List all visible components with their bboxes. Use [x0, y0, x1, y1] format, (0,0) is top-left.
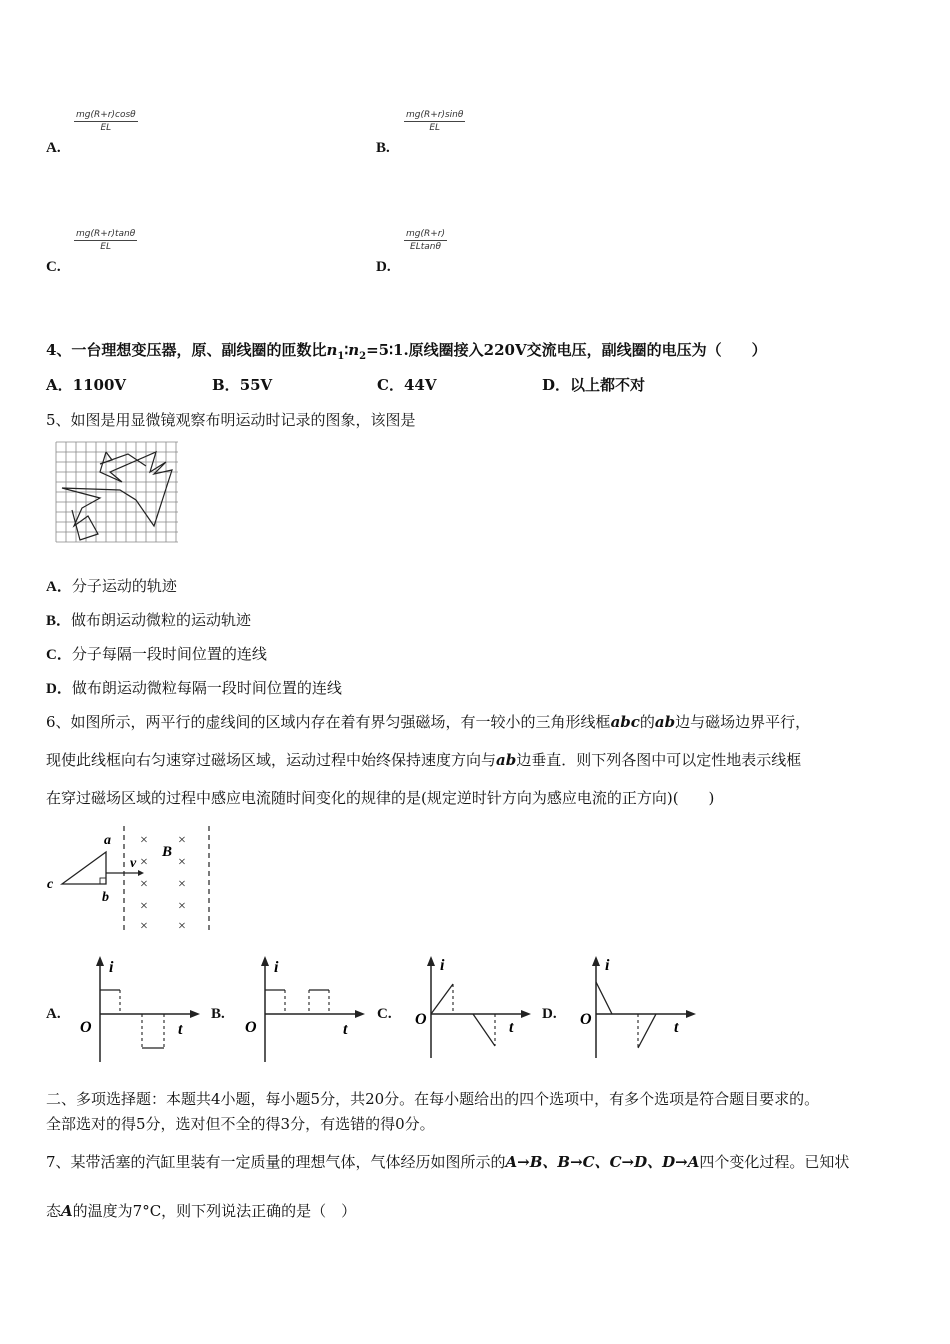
- q4-stem-prefix: 4、一台理想变压器，原、副线圈的匝数比: [46, 341, 327, 359]
- graph-c-curve: [431, 984, 453, 1014]
- q3-option-c: [46, 225, 346, 285]
- svg-text:×: ×: [140, 833, 148, 848]
- svg-text:×: ×: [140, 877, 148, 892]
- label-v: v: [130, 856, 137, 871]
- q3-option-b: [376, 106, 676, 166]
- svg-text:×: ×: [140, 919, 148, 934]
- q3-option-c-fraction: [74, 229, 137, 252]
- graph-a-i-label: i: [109, 959, 114, 976]
- q6-graph-option-a: [46, 952, 206, 1064]
- q5-option-a-text: 分子运动的轨迹: [71, 577, 177, 595]
- q3-option-c-denominator: EL: [100, 242, 111, 252]
- grid: [56, 442, 178, 542]
- label-b: b: [102, 890, 109, 905]
- q5-option-a: [46, 576, 177, 597]
- q4-option-b-text: 55V: [239, 376, 273, 394]
- q3-option-b-letter: B.: [376, 140, 390, 156]
- triangle-frame: [62, 852, 106, 884]
- q4-option-a-letter: A．: [46, 376, 73, 394]
- q4-option-c-letter: C．: [377, 376, 404, 394]
- q7-line-2-b: 的温度为7°C，则下列说法正确的是（ ）: [72, 1202, 357, 1220]
- q3-option-c-letter: C.: [46, 259, 61, 275]
- q5-option-c-letter: C．: [46, 647, 72, 663]
- graph-d: [572, 952, 702, 1064]
- svg-text:×: ×: [178, 877, 186, 892]
- graph-b-y-arrowhead: [261, 956, 269, 966]
- svg-text:×: ×: [178, 833, 186, 848]
- q4-n2: n: [348, 341, 360, 359]
- graph-a-origin-label: O: [80, 1019, 92, 1036]
- svg-text:×: ×: [140, 899, 148, 914]
- q3-option-b-fraction: [404, 110, 465, 133]
- q3-option-d-denominator: ELtanθ: [410, 242, 441, 252]
- q7-processes: A→B、B→C、C→D、D→A: [505, 1153, 700, 1171]
- graph-a-y-arrowhead: [96, 956, 104, 966]
- q7-line-1-b: 四个变化过程。已知状: [699, 1153, 850, 1171]
- q4-option-a-text: 1100V: [72, 376, 127, 394]
- q6-line-1-a: 6、如图所示，两平行的虚线间的区域内存在着有界匀强磁场，有一较小的三角形线框: [46, 713, 611, 731]
- graph-a-t-label: t: [178, 1021, 183, 1038]
- svg-text:×: ×: [178, 855, 186, 870]
- graph-c-y-arrowhead: [427, 956, 435, 966]
- q6-line-2: [46, 750, 801, 770]
- graph-c: [407, 952, 537, 1064]
- q3-option-a-fraction: [74, 110, 138, 133]
- graph-c-origin-label: O: [415, 1011, 427, 1028]
- q3-option-a: [46, 106, 346, 166]
- q7-line-2: [46, 1201, 356, 1221]
- q6-line-1: [46, 712, 810, 732]
- svg-text:×: ×: [178, 919, 186, 934]
- q4-option-c-text: 44V: [403, 376, 437, 394]
- q6-line-1-c: 边与磁场边界平行，: [675, 713, 811, 731]
- q4-option-c: [377, 375, 436, 395]
- q5-option-c-text: 分子每隔一段时间位置的连线: [71, 645, 267, 663]
- q6-graph-option-d: [542, 952, 702, 1064]
- q4-option-d: [542, 375, 645, 395]
- velocity-arrowhead: [138, 870, 144, 876]
- q6-line-2-b: 边垂直．则下列各图中可以定性地表示线框: [516, 751, 802, 769]
- brownian-path: [62, 452, 172, 540]
- q3-option-a-letter: A.: [46, 140, 61, 156]
- label-c: c: [47, 877, 54, 892]
- q4-stem: [46, 340, 767, 367]
- graph-c-x-arrowhead: [521, 1010, 531, 1018]
- graph-b-origin-label: O: [245, 1019, 257, 1036]
- q6-graph-a-letter: A.: [46, 1006, 61, 1022]
- q5-stem: 5、如图是用显微镜观察布明运动时记录的图象，该图是: [46, 411, 416, 429]
- q3-option-b-numerator: mg(R+r)sinθ: [406, 110, 464, 120]
- graph-b: [241, 952, 371, 1064]
- svg-text:×: ×: [178, 899, 186, 914]
- q4-n2-sub: 2: [359, 351, 367, 362]
- q4-option-d-letter: D．: [542, 376, 571, 394]
- graph-d-y-arrowhead: [592, 956, 600, 966]
- q3-option-d: [376, 225, 676, 285]
- q6-line-2-a: 现使此线框向右匀速穿过磁场区域，运动过程中始终保持速度方向与: [46, 751, 497, 769]
- q4-n1-sub: 1: [337, 351, 345, 362]
- q4-stem-suffix: =5∶1.原线圈接入220V交流电压，副线圈的电压为（ ）: [366, 341, 767, 359]
- brownian-motion-figure: [54, 440, 180, 548]
- q7-line-1: [46, 1152, 849, 1172]
- q6-abc: abc: [610, 713, 640, 731]
- magnetic-field-figure: [44, 822, 224, 938]
- label-a: a: [104, 833, 111, 848]
- graph-d-x-arrowhead: [686, 1010, 696, 1018]
- graph-d-origin-label: O: [580, 1011, 592, 1028]
- q6-graph-option-b: [211, 952, 371, 1064]
- q6-graph-c-letter: C.: [377, 1006, 392, 1022]
- section-2-line-1: 二、多项选择题：本题共4小题，每小题5分，共20分。在每小题给出的四个选项中，有多个选项是符合题目要求的。: [46, 1090, 820, 1108]
- q4-option-a: [46, 375, 126, 395]
- q5-option-c: [46, 644, 267, 665]
- q4-option-b: [212, 375, 272, 395]
- q6-line-1-b: 的: [639, 713, 655, 731]
- label-B: B: [162, 844, 173, 860]
- q3-option-a-denominator: EL: [100, 123, 112, 133]
- svg-text:×: ×: [140, 855, 148, 870]
- q6-graph-option-c: [377, 952, 537, 1064]
- q4-option-b-letter: B．: [212, 376, 240, 394]
- q4-colon: ∶: [344, 341, 349, 359]
- q5-option-d: [46, 678, 342, 699]
- q3-option-d-fraction: [404, 229, 447, 252]
- q4-option-d-text: 以上都不对: [570, 376, 646, 394]
- q6-graph-b-letter: B.: [211, 1006, 225, 1022]
- q6-ab-2: ab: [496, 751, 517, 769]
- graph-d-i-label: i: [605, 957, 610, 974]
- q6-graph-d-letter: D.: [542, 1006, 557, 1022]
- graph-b-x-arrowhead: [355, 1010, 365, 1018]
- graph-c-i-label: i: [440, 957, 445, 974]
- q3-option-d-letter: D.: [376, 259, 391, 275]
- q5-option-b: [46, 610, 251, 631]
- q5-option-d-letter: D．: [46, 681, 72, 697]
- q5-option-b-letter: B．: [46, 613, 72, 629]
- q7-line-2-a: 态: [46, 1202, 62, 1220]
- q5-option-b-text: 做布朗运动微粒的运动轨迹: [71, 611, 252, 629]
- q5-option-d-text: 做布朗运动微粒每隔一段时间位置的连线: [71, 679, 342, 697]
- section-2-line-2: 全部选对的得5分，选对但不全的得3分，有选错的得0分。: [46, 1115, 435, 1133]
- graph-a: [76, 952, 206, 1064]
- q7-line-1-a: 7、某带活塞的汽缸里装有一定质量的理想气体，气体经历如图所示的: [46, 1153, 506, 1171]
- q7-state-A: A: [61, 1202, 73, 1220]
- q3-option-b-denominator: EL: [429, 123, 441, 133]
- q3-option-a-numerator: mg(R+r)cosθ: [76, 110, 136, 120]
- q4-n1: n: [326, 341, 338, 359]
- q6-line-3: 在穿过磁场区域的过程中感应电流随时间变化的规律的是(规定逆时针方向为感应电流的正方向)( ): [46, 789, 715, 807]
- q3-option-c-numerator: mg(R+r)tanθ: [76, 229, 136, 239]
- q5-option-a-letter: A．: [46, 579, 72, 595]
- graph-d-t-label: t: [674, 1019, 679, 1036]
- q6-ab-1: ab: [654, 713, 676, 731]
- graph-c-t-label: t: [509, 1019, 514, 1036]
- graph-b-t-label: t: [343, 1021, 348, 1038]
- graph-b-i-label: i: [274, 959, 279, 976]
- right-angle-mark: [100, 878, 106, 884]
- graph-a-x-arrowhead: [190, 1010, 200, 1018]
- graph-d-curve: [596, 982, 612, 1014]
- q3-option-d-numerator: mg(R+r): [406, 229, 445, 239]
